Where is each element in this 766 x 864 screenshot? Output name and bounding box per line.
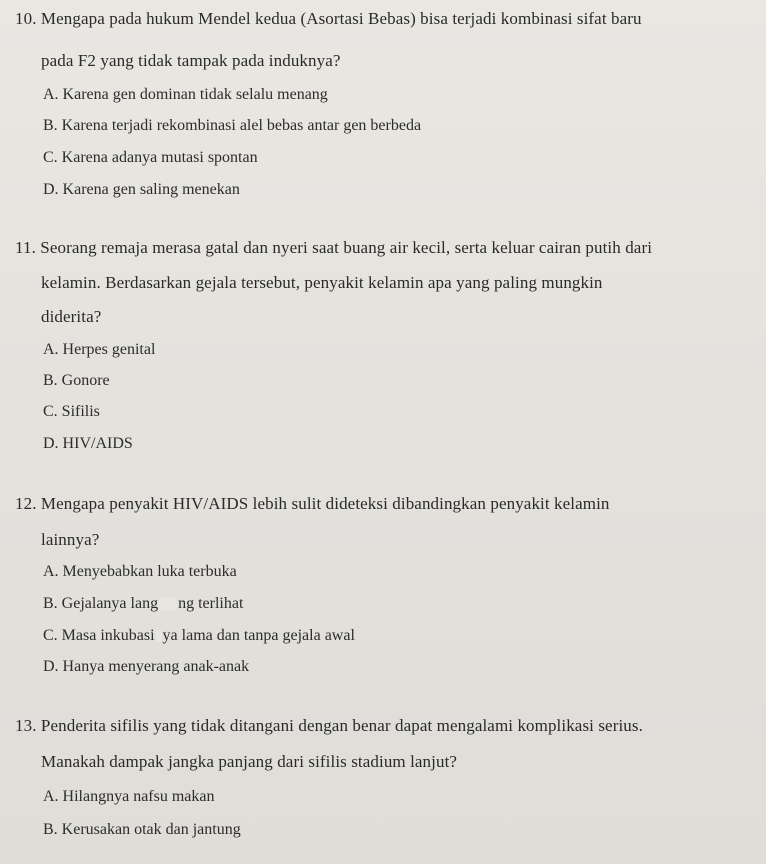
question-10-number: 10. [15, 9, 37, 28]
question-11-line-1 [15, 238, 652, 258]
question-12-text-1: Mengapa penyakit HIV/AIDS lebih sulit dideteksi dibandingkan penyakit kelamin [40, 494, 610, 513]
question-12-text-2: lainnya? [41, 530, 100, 549]
question-13-text-1: Penderita sifilis yang tidak ditangani dengan benar dapat mengalami komplikasi serius. [40, 716, 643, 735]
question-10-option-a: A. Karena gen dominan tidak selalu menang [43, 86, 328, 103]
smudge-mark [156, 630, 162, 642]
question-11-option-c: C. Sifilis [43, 403, 100, 420]
question-12-option-b [43, 595, 243, 613]
smudge-mark [159, 598, 177, 610]
question-13-line-1 [15, 716, 643, 736]
question-12-option-b-part-1: B. Gejalanya lang [43, 595, 159, 612]
question-12-option-c-part-2: ya lama dan tanpa gejala awal [162, 627, 355, 644]
question-13-number: 13. [15, 716, 37, 735]
question-11-text-3: diderita? [41, 307, 102, 326]
question-11-text-2: kelamin. Berdasarkan gejala tersebut, penyakit kelamin apa yang paling mungkin [41, 273, 603, 292]
question-10-option-b: B. Karena terjadi rekombinasi alel bebas antar gen berbeda [43, 117, 422, 134]
question-10-text-2: pada F2 yang tidak tampak pada induknya? [41, 51, 341, 70]
question-11-text-1: Seorang remaja merasa gatal dan nyeri saat buang air kecil, serta keluar cairan putih dari [40, 238, 653, 257]
question-12-option-c [43, 627, 355, 645]
question-10-line-1 [15, 9, 642, 29]
question-12-number: 12. [15, 494, 37, 513]
question-12-line-1 [15, 494, 610, 514]
question-13-option-a: A. Hilangnya nafsu makan [43, 788, 215, 805]
question-11-option-a: A. Herpes genital [43, 341, 156, 358]
question-13-text-2: Manakah dampak jangka panjang dari sifilis stadium lanjut? [41, 752, 458, 771]
question-10-option-c: C. Karena adanya mutasi spontan [43, 149, 258, 166]
question-13-option-b: B. Kerusakan otak dan jantung [43, 821, 241, 838]
question-12-option-d: D. Hanya menyerang anak-anak [43, 658, 250, 675]
question-11-number: 11. [15, 238, 36, 257]
question-12-option-b-part-2: ng terlihat [178, 595, 244, 612]
question-10-option-d: D. Karena gen saling menekan [43, 181, 240, 198]
question-10-text-1: Mengapa pada hukum Mendel kedua (Asortasi Bebas) bisa terjadi kombinasi sifat baru [40, 9, 642, 28]
question-12-option-c-part-1: C. Masa inkubasi [43, 627, 155, 644]
question-11-option-b: B. Gonore [43, 372, 110, 389]
question-11-option-d: D. HIV/AIDS [43, 435, 133, 452]
question-12-option-a: A. Menyebabkan luka terbuka [43, 563, 237, 580]
